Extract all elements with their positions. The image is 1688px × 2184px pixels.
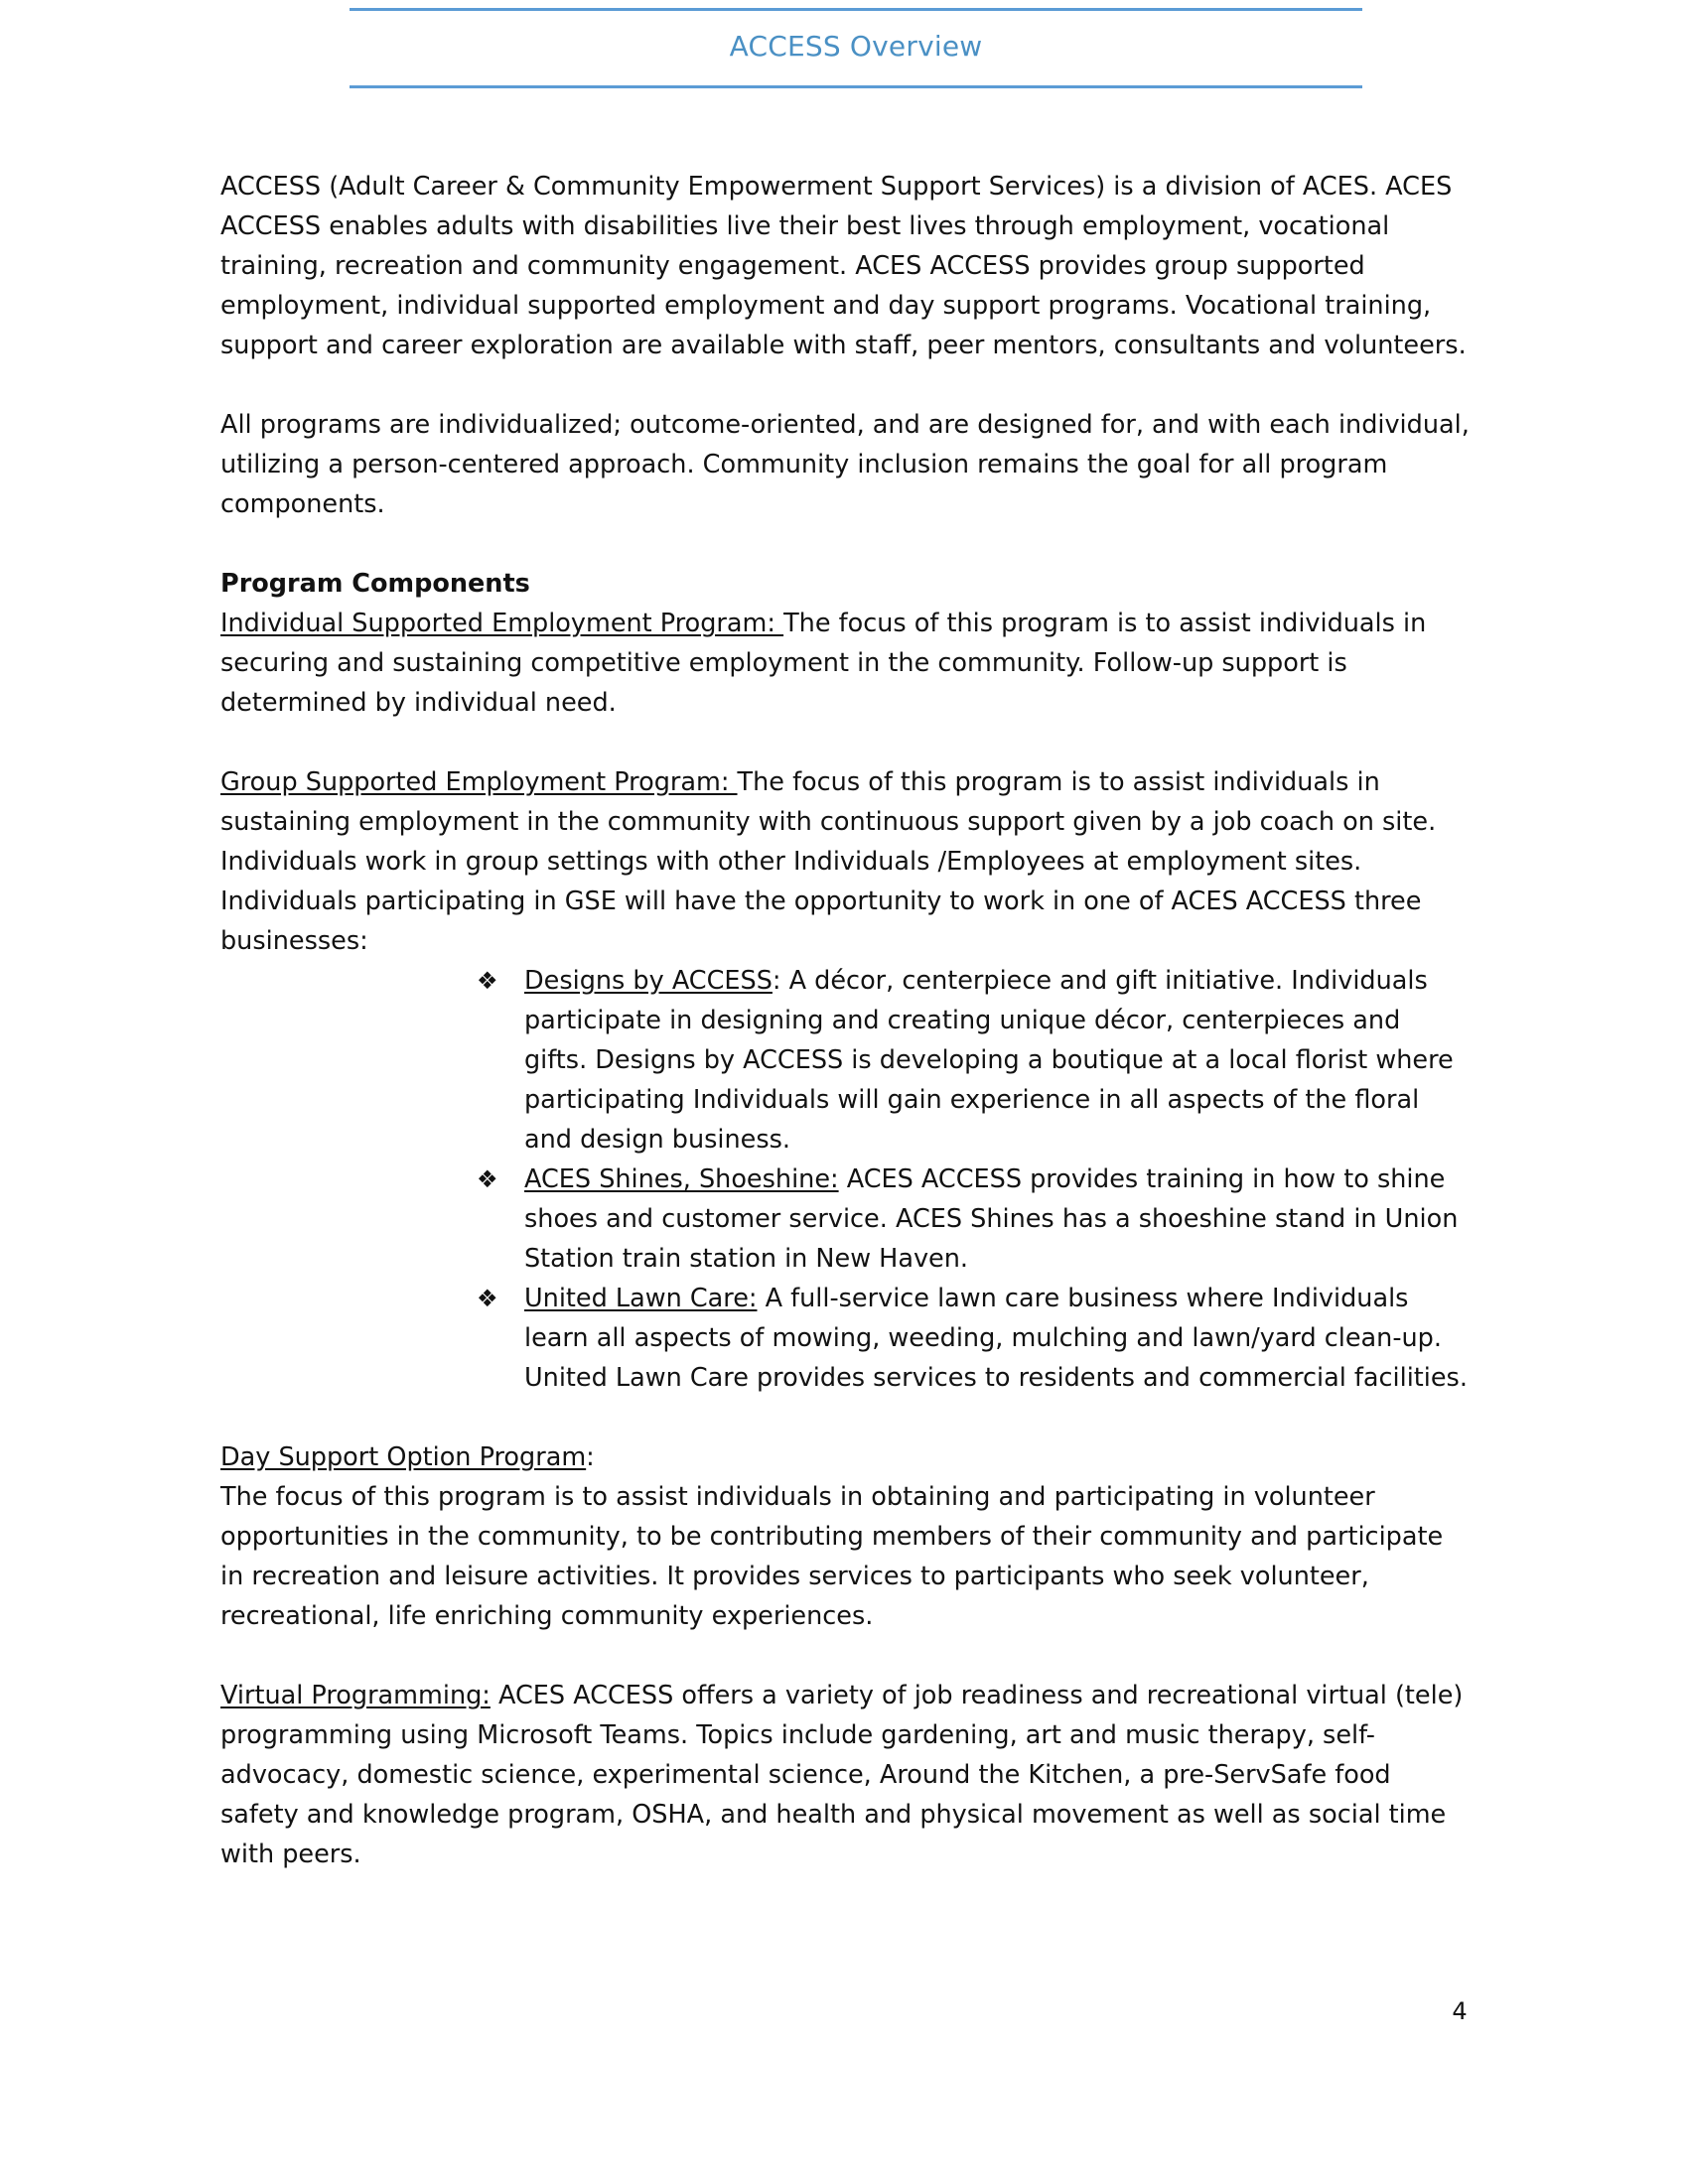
page-number: 4 [1452, 1997, 1468, 2025]
header-rule-bottom-divider [350, 85, 1362, 88]
business-text: A full-service lawn care business where Individuals learn all aspects of mowing, weeding, mulching and lawn/yard clean-up. United Lawn Care provides services to residents and commercial facilities. [524, 1284, 1468, 1393]
business-label: ACES Shines, Shoeshine: [524, 1164, 839, 1194]
virtual-programming-label: Virtual Programming: [220, 1681, 491, 1710]
diamond-bullet-icon: ❖ [477, 1165, 498, 1193]
group-program-paragraph [220, 762, 1472, 961]
day-support-label-line [220, 1437, 1472, 1477]
business-list [477, 961, 1470, 1398]
page-title: ACCESS Overview [729, 30, 983, 63]
business-text: ACES ACCESS provides training in how to shine shoes and customer service. ACES Shines has a shoeshine stand in Union Station train station in New Haven. [524, 1164, 1459, 1274]
section-heading-program-components: Program Components [220, 569, 530, 599]
list-item [477, 1160, 1470, 1279]
business-label: Designs by ACCESS [524, 966, 773, 996]
document-body [220, 167, 1472, 1914]
list-item [477, 1279, 1470, 1398]
individual-program-paragraph [220, 604, 1472, 723]
list-item [477, 961, 1470, 1160]
business-text: : A décor, centerpiece and gift initiative. Individuals participate in designing and creating unique décor, centerpieces and gifts. Designs by ACCESS is developing a boutique at a local florist where participating Individuals will gain experience in all aspects of the floral and design business. [524, 966, 1454, 1155]
day-support-label: Day Support Option Program [220, 1442, 587, 1472]
diamond-bullet-icon: ❖ [477, 1285, 498, 1312]
virtual-programming-paragraph [220, 1676, 1472, 1874]
intro-paragraph: ACCESS (Adult Career & Community Empowerment Support Services) is a division of ACES. ACES ACCESS enables adults with disabilities live their best lives through employment, vocational training, recreation and community engagement. ACES ACCESS provides group supported employment, individual supported employment and day support programs. Vocational training, support and career exploration are available with staff, peer mentors, consultants and volunteers. [220, 172, 1467, 360]
virtual-programming-text: ACES ACCESS offers a variety of job readiness and recreational virtual (tele) programming using Microsoft Teams. Topics include gardening, art and music therapy, self-advocacy, domestic science, experimental science, Around the Kitchen, a pre-ServSafe food safety and knowledge program, OSHA, and health and physical movement as well as social time with peers. [220, 1681, 1464, 1869]
individual-program-text: The focus of this program is to assist individuals in securing and sustaining competitive employment in the community. Follow-up support is determined by individual need. [220, 609, 1427, 718]
group-program-label: Group Supported Employment Program: [220, 767, 738, 797]
diamond-bullet-icon: ❖ [477, 967, 498, 995]
second-paragraph: All programs are individualized; outcome-oriented, and are designed for, and with each individual, utilizing a person-centered approach. Community inclusion remains the goal for all program components. [220, 410, 1470, 519]
day-support-paragraph: The focus of this program is to assist individuals in obtaining and participating in volunteer opportunities in the community, to be contributing members of their community and participate in recreation and leisure activities. It provides services to participants who seek volunteer, recreational, life enriching community experiences. [220, 1482, 1444, 1631]
individual-program-label: Individual Supported Employment Program: [220, 609, 784, 638]
page-header [350, 8, 1362, 88]
business-label: United Lawn Care: [524, 1284, 758, 1313]
day-support-label-colon: : [586, 1442, 595, 1472]
group-program-text: The focus of this program is to assist individuals in sustaining employment in the community with continuous support given by a job coach on site. Individuals work in group settings with other Individuals /Employees at employment sites. Individuals participating in GSE will have the opportunity to work in one of ACES ACCESS three businesses: [220, 767, 1437, 956]
